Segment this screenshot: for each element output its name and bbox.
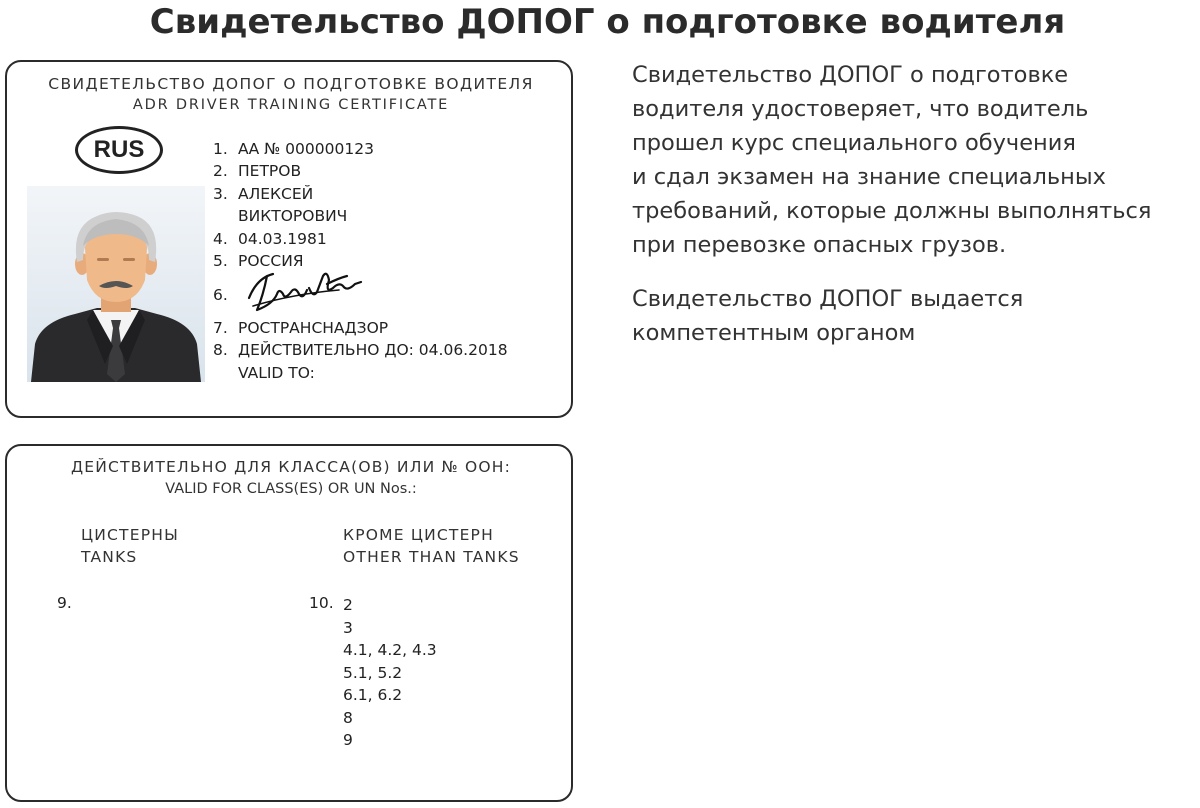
field-patronymic: ВИКТОРОВИЧ bbox=[238, 207, 348, 225]
field-signature-number: 6. bbox=[213, 286, 228, 304]
description-paragraph-1: Свидетельство ДОПОГ о подготовке водителя удостоверяет, что водитель прошел курс специального обучения и сдал экзамен на знание специальных требований, которые должны выполняться при перевозке опасных грузов. bbox=[632, 62, 1152, 258]
other-number: 10. bbox=[309, 594, 334, 612]
back-header-en: VALID FOR CLASS(ES) OR UN Nos.: bbox=[165, 481, 417, 497]
field-birth-date: 4. 04.03.1981 bbox=[213, 230, 327, 248]
back-header-ru: ДЕЙСТВИТЕЛЬНО ДЛЯ КЛАССА(ОВ) ИЛИ № ООН: bbox=[70, 458, 512, 476]
certificate-back bbox=[5, 444, 573, 802]
front-header-en: ADR DRIVER TRAINING CERTIFICATE bbox=[132, 97, 450, 113]
signature bbox=[243, 264, 365, 316]
list-item: 4.1, 4.2, 4.3 bbox=[343, 641, 437, 659]
field-certificate-number: 1. АА № 000000123 bbox=[213, 140, 374, 158]
list-item: 6.1, 6.2 bbox=[343, 686, 403, 704]
field-first-name: 3. АЛЕКСЕЙ bbox=[213, 185, 314, 203]
field-issuing-authority: 7. РОСТРАНСНАДЗОР bbox=[213, 319, 389, 337]
field-nationality: 5. РОССИЯ bbox=[213, 252, 304, 270]
front-header-ru: СВИДЕТЕЛЬСТВО ДОПОГ О ПОДГОТОВКЕ ВОДИТЕЛЯ bbox=[48, 75, 534, 93]
tanks-label-ru: ЦИСТЕРНЫ bbox=[81, 526, 179, 544]
tanks-number: 9. bbox=[57, 594, 72, 612]
list-item: 3 bbox=[343, 618, 353, 637]
field-valid-to-en: VALID TO: bbox=[238, 364, 315, 382]
country-code-badge: RUS bbox=[75, 126, 163, 174]
list-item: 8 bbox=[343, 708, 353, 727]
other-than-tanks-label-en: OTHER THAN TANKS bbox=[343, 548, 520, 566]
list-item: 5.1, 5.2 bbox=[343, 663, 403, 682]
list-item: 2 bbox=[343, 596, 353, 614]
other-than-tanks-label-ru: КРОМЕ ЦИСТЕРН bbox=[343, 526, 494, 544]
certificate-front bbox=[5, 60, 573, 418]
tanks-label-en: TANKS bbox=[81, 548, 138, 566]
field-surname: 2. ПЕТРОВ bbox=[213, 162, 302, 180]
driver-photo bbox=[27, 186, 205, 382]
class-list bbox=[343, 594, 437, 752]
description-paragraph-2: Свидетельство ДОПОГ выдается компетентным органом bbox=[632, 286, 1024, 346]
page-title: Свидетельство ДОПОГ о подготовке водителя bbox=[149, 2, 1066, 42]
field-valid-until: 8. ДЕЙСТВИТЕЛЬНО ДО: 04.06.2018 bbox=[213, 341, 508, 359]
list-item: 9 bbox=[343, 731, 353, 749]
